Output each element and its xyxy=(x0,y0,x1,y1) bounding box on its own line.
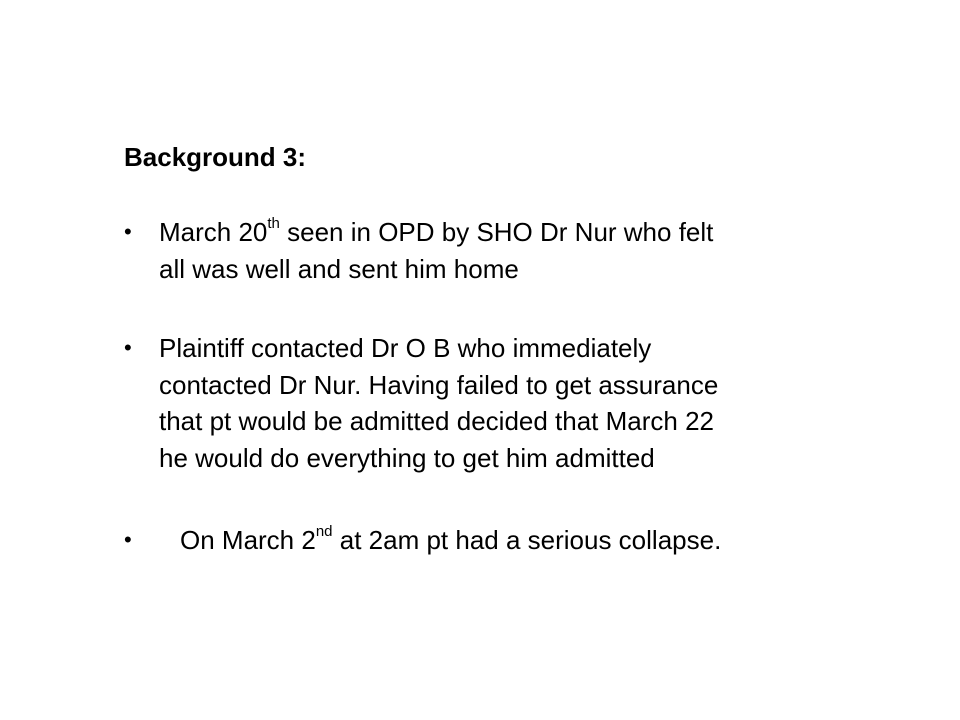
bullet-text xyxy=(180,522,880,559)
text-run: On March 2 xyxy=(180,525,316,555)
bullet-item-1 xyxy=(124,214,864,294)
bullet-dot-icon: • xyxy=(124,335,132,360)
bullet-item-3 xyxy=(124,522,864,562)
bullet-text xyxy=(159,214,859,287)
bullet-line xyxy=(159,214,859,251)
bullet-line: that pt would be admitted decided that March 22 xyxy=(159,406,715,436)
bullet-line: contacted Dr Nur. Having failed to get assurance xyxy=(159,369,719,400)
bullet-dot-icon: • xyxy=(124,219,132,244)
text-run: at 2am pt had a serious collapse. xyxy=(332,525,722,555)
bullet-dot-icon: • xyxy=(124,527,132,552)
bullet-line: all was well and sent him home xyxy=(159,253,519,284)
text-run: seen in OPD by SHO Dr Nur who felt xyxy=(279,217,714,247)
slide-heading: Background 3: xyxy=(124,142,307,172)
superscript: th xyxy=(267,215,280,233)
text-run: March 20 xyxy=(159,217,268,247)
superscript: nd xyxy=(315,523,333,541)
bullet-line: he would do everything to get him admitted xyxy=(159,442,655,473)
bullet-item-2 xyxy=(124,330,864,480)
bullet-text xyxy=(159,330,859,476)
bullet-line xyxy=(180,522,880,559)
bullet-line: Plaintiff contacted Dr O B who immediately xyxy=(159,333,652,363)
